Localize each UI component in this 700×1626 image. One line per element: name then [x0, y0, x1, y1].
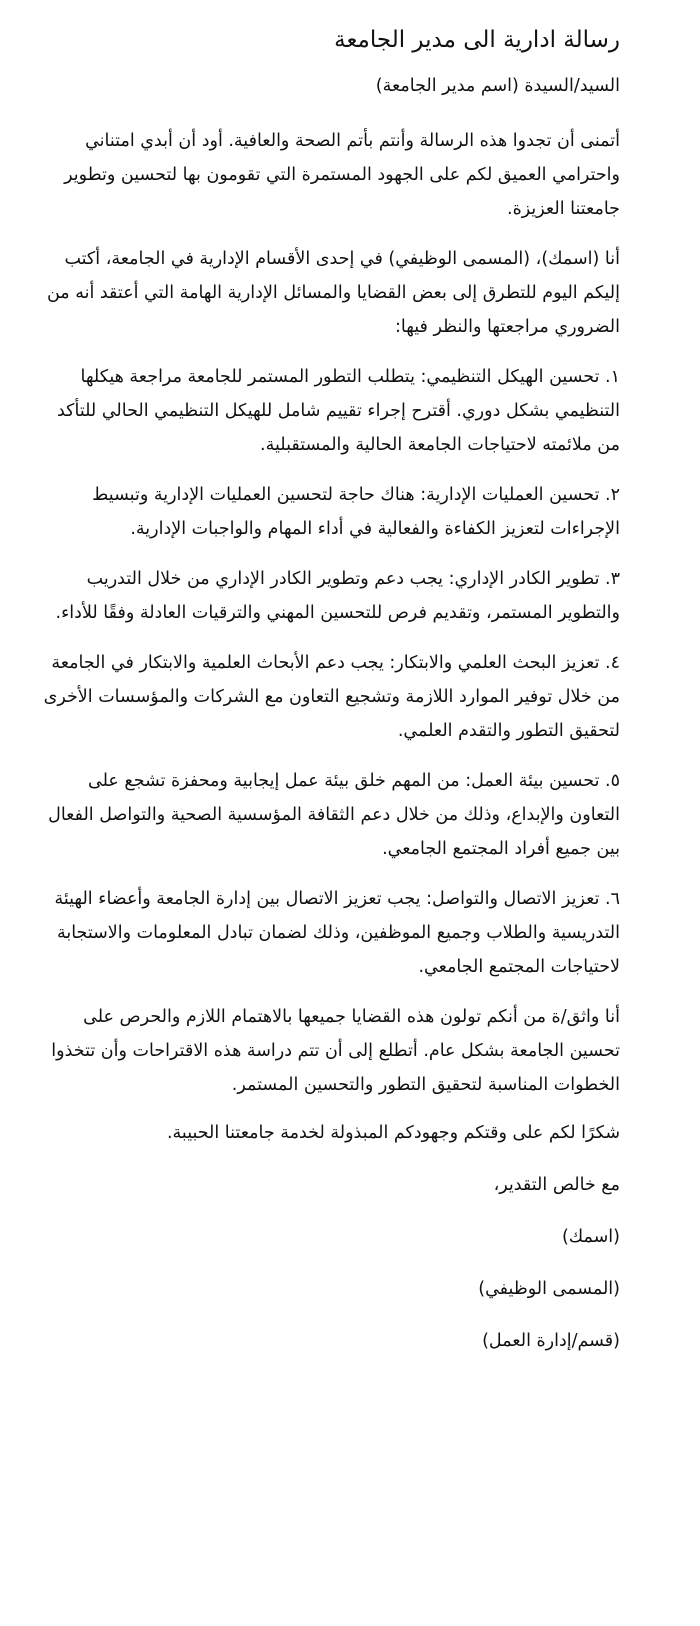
signature-name: (اسمك)	[561, 1227, 620, 1247]
signature-department: (قسم/إدارة العمل)	[482, 1331, 620, 1351]
salutation: السيد/السيدة (اسم مدير الجامعة)	[375, 76, 620, 96]
regards-line: مع خالص التقدير،	[493, 1175, 620, 1195]
point-communication: ٦. تعزيز الاتصال والتواصل: يجب تعزيز الاتصال بين إدارة الجامعة وأعضاء الهيئة التدريسية والطلاب وجميع الموظفين، وذلك لضمان تبادل المعلومات والاستجابة لاحتياجات المجتمع الجامعي.	[54, 889, 620, 977]
conclusion-paragraph: أنا واثق/ة من أنكم تولون هذه القضايا جميعها بالاهتمام اللازم والحرص على تحسين الجامعة بشكل عام. أتطلع إلى أن تتم دراسة هذه الاقتراحات وأن تتخذوا الخطوات المناسبة لتحقيق التطور والتحسين المستمر.	[51, 1007, 620, 1095]
point-scientific-research: ٤. تعزيز البحث العلمي والابتكار: يجب دعم الأبحاث العلمية والابتكار في الجامعة من خلال توفير الموارد اللازمة وتشجيع التعاون مع الشركات والمؤسسات الأخرى لتحقيق التطور والتقدم العلمي.	[43, 653, 620, 741]
purpose-paragraph: أنا (اسمك)، (المسمى الوظيفي) في إحدى الأقسام الإدارية في الجامعة، أكتب إليكم اليوم للتطرق إلى بعض القضايا والمسائل الإدارية الهامة التي أعتقد أنه من الضروري مراجعتها والنظر فيها:	[46, 249, 620, 337]
intro-paragraph: أتمنى أن تجدوا هذه الرسالة وأنتم بأتم الصحة والعافية. أود أن أبدي امتناني واحترامي العميق لكم على الجهود المستمرة التي تقومون بها لتحسين وتطوير جامعتنا العزيزة.	[64, 131, 620, 219]
point-organizational-structure: ١. تحسين الهيكل التنظيمي: يتطلب التطور المستمر للجامعة مراجعة هيكلها التنظيمي بشكل دوري. أقترح إجراء تقييم شامل للهيكل التنظيمي الحالي للتأكد من ملائمته لاحتياجات الجامعة الحالية والمستقبلية.	[57, 367, 620, 455]
thanks-line: شكرًا لكم على وقتكم وجهودكم المبذولة لخدمة جامعتنا الحبيبة.	[166, 1123, 620, 1143]
letter-title: رسالة ادارية الى مدير الجامعة	[334, 27, 620, 53]
point-administrative-staff: ٣. تطوير الكادر الإداري: يجب دعم وتطوير الكادر الإداري من خلال التدريب والتطوير المستمر، وتقديم فرص للتحسين المهني والترقيات العادلة وفقًا للأداء.	[55, 569, 620, 623]
point-administrative-processes: ٢. تحسين العمليات الإدارية: هناك حاجة لتحسين العمليات الإدارية وتبسيط الإجراءات لتعزيز الكفاءة والفعالية في أداء المهام والواجبات الإدارية.	[92, 485, 620, 539]
signature-title: (المسمى الوظيفي)	[478, 1279, 620, 1299]
point-work-environment: ٥. تحسين بيئة العمل: من المهم خلق بيئة عمل إيجابية ومحفزة تشجع على التعاون والإبداع، وذلك من خلال دعم الثقافة المؤسسية الصحية والتواصل الفعال بين جميع أفراد المجتمع الجامعي.	[48, 771, 620, 859]
